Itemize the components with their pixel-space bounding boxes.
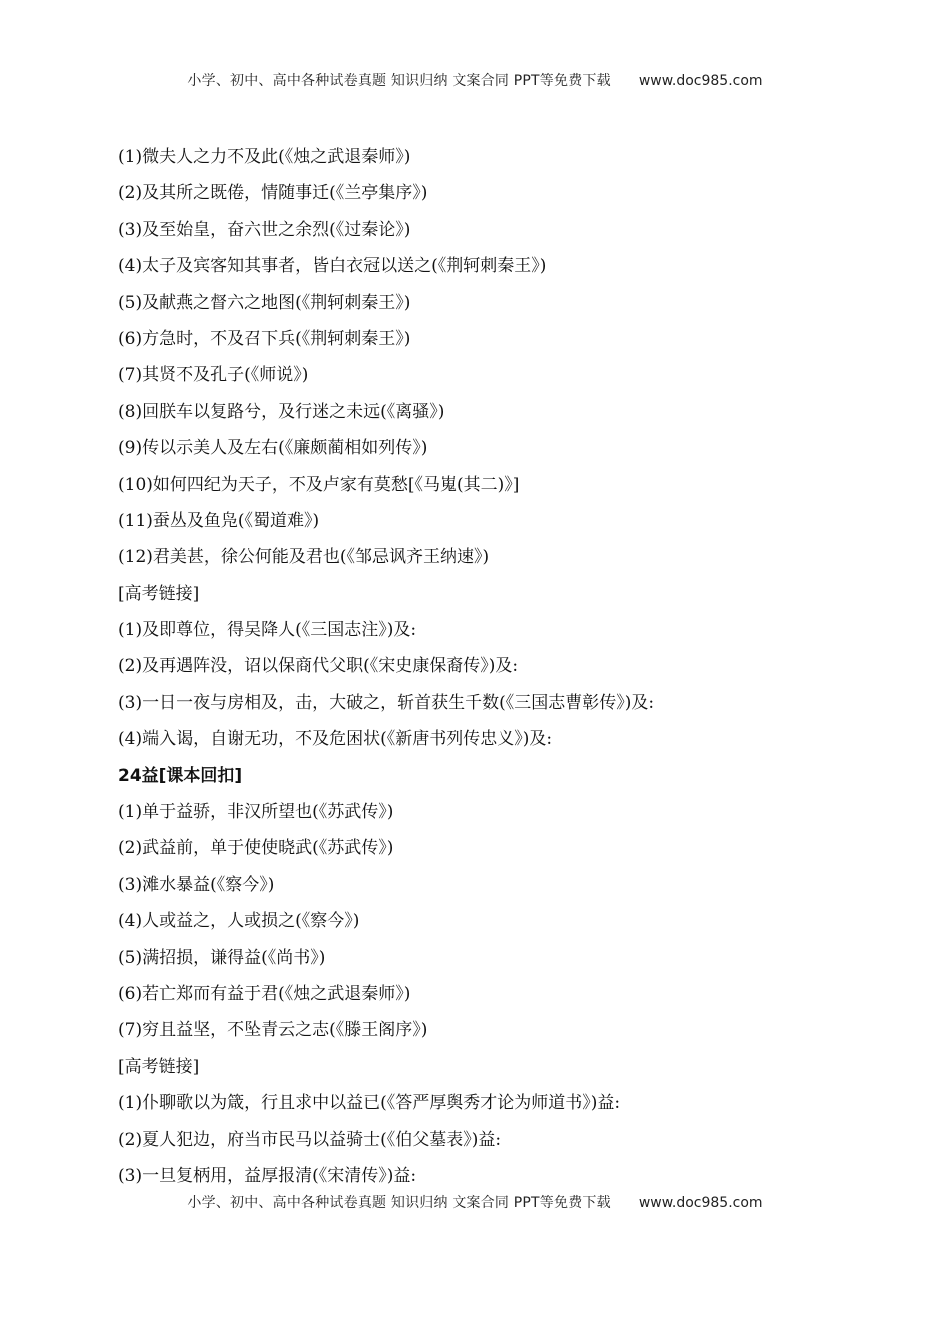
text-line: (1)仆聊歌以为箴，行且求中以益已(《答严厚舆秀才论为师道书》)益: bbox=[118, 1093, 621, 1114]
text-line: (7)穷且益坚，不坠青云之志(《滕王阁序》) bbox=[118, 1020, 428, 1041]
text-line: (2)武益前，单于使使晓武(《苏武传》) bbox=[118, 838, 394, 859]
footer-url: www.doc985.com bbox=[638, 1195, 763, 1211]
text-line: (11)蚕丛及鱼凫(《蜀道难》) bbox=[118, 510, 320, 531]
text-line: (4)人或益之，人或损之(《察今》) bbox=[118, 911, 360, 932]
page-footer bbox=[0, 1192, 950, 1212]
text-line: (3)及至始皇，奋六世之余烈(《过秦论》) bbox=[118, 219, 411, 240]
section-label: [高考链接] bbox=[118, 1056, 200, 1077]
text-line: (3)滩水暴益(《察今》) bbox=[118, 874, 275, 895]
text-line: (7)其贤不及孔子(《师说》) bbox=[118, 365, 309, 386]
page-header bbox=[0, 70, 950, 90]
text-line: (1)微夫人之力不及此(《烛之武退秦师》) bbox=[118, 147, 411, 167]
text-line: (5)及献燕之督六之地图(《荆轲刺秦王》) bbox=[118, 292, 411, 313]
text-line: (1)单于益骄，非汉所望也(《苏武传》) bbox=[118, 802, 394, 823]
text-line: (2)及再遇阵没，诏以保商代父职(《宋史康保裔传》)及: bbox=[118, 656, 519, 677]
text-line: (3)一旦复柄用，益厚报清(《宋清传》)益: bbox=[118, 1165, 417, 1186]
text-line: (10)如何四纪为天子，不及卢家有莫愁[《马嵬(其二)》] bbox=[118, 474, 520, 495]
text-line: (6)方急时，不及召下兵(《荆轲刺秦王》) bbox=[118, 328, 411, 349]
text-line: (3)一日一夜与房相及，击，大破之，斩首获生千数(《三国志曹彰传》)及: bbox=[118, 692, 655, 713]
text-line: (1)及即尊位，得吴降人(《三国志注》)及: bbox=[118, 620, 417, 641]
text-line: (6)若亡郑而有益于君(《烛之武退秦师》) bbox=[118, 983, 411, 1004]
text-line: (4)太子及宾客知其事者，皆白衣冠以送之(《荆轲刺秦王》) bbox=[118, 256, 547, 277]
text-line: (4)端入谒，自谢无功，不及危困状(《新唐书列传忠义》)及: bbox=[118, 729, 553, 750]
header-url: www.doc985.com bbox=[638, 73, 763, 89]
text-line: (2)及其所之既倦，情随事迁(《兰亭集序》) bbox=[118, 183, 428, 204]
section-label: [高考链接] bbox=[118, 583, 200, 604]
header-text: 小学、初中、高中各种试卷真题 知识归纳 文案合同 PPT等免费下载 bbox=[187, 73, 611, 89]
text-line: (8)回朕车以复路兮，及行迷之未远(《离骚》) bbox=[118, 401, 445, 422]
footer-text: 小学、初中、高中各种试卷真题 知识归纳 文案合同 PPT等免费下载 bbox=[187, 1195, 611, 1211]
section-heading: 24益[课本回扣] bbox=[118, 765, 243, 786]
document-body bbox=[118, 143, 858, 1198]
text-line: (12)君美甚，徐公何能及君也(《邹忌讽齐王纳速》) bbox=[118, 547, 490, 568]
text-line: (2)夏人犯边，府当市民马以益骑士(《伯父墓表》)益: bbox=[118, 1129, 502, 1150]
text-line: (9)传以示美人及左右(《廉颇蔺相如列传》) bbox=[118, 438, 428, 459]
text-line: (5)满招损，谦得益(《尚书》) bbox=[118, 947, 326, 968]
